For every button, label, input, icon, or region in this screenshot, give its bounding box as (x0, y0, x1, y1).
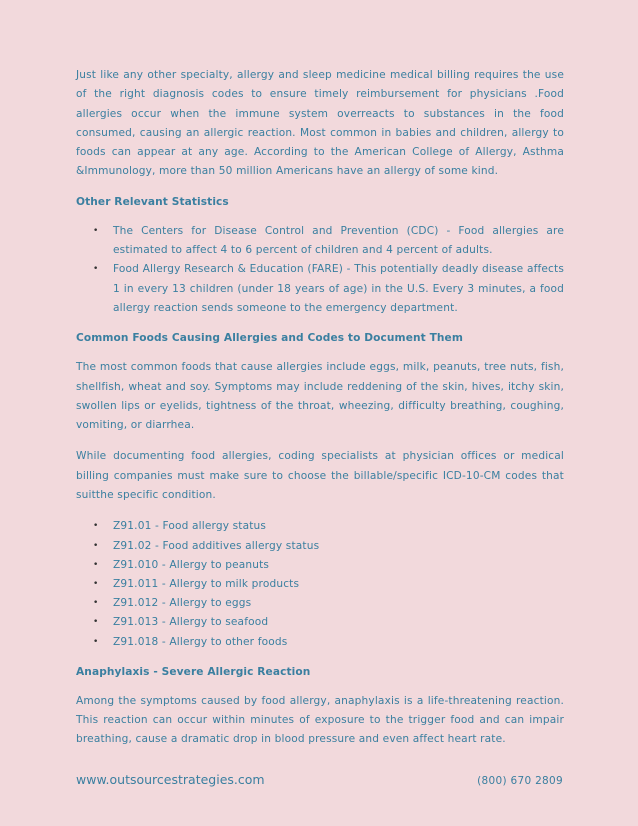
bullet-icon: • (93, 617, 99, 628)
foods-paragraph: The most common foods that cause allergies include eggs, milk, peanuts, tree nuts, fish, shellfish, wheat and soy. Symptoms may include reddening of the skin, hives, itchy skin, swollen lips or eyelids, tightness of the throat, wheezing, difficulty breathing, coughing, vomiting, or diarrhea. (76, 361, 564, 432)
list-item: • Z91.013 - Allergy to seafood (76, 613, 564, 632)
bullet-icon: • (93, 559, 99, 570)
document-body (76, 66, 564, 750)
list-item: • Z91.02 - Food additives allergy status (76, 537, 564, 556)
coding-paragraph: While documenting food allergies, coding specialists at physician offices or medical billing companies must make sure to choose the billable/specific ICD-10-CM codes that suitthe specific condition. (76, 450, 564, 502)
page-footer (76, 772, 563, 787)
anaphylaxis-paragraph: Among the symptoms caused by food allergy, anaphylaxis is a life-threatening reaction. This reaction can occur within minutes of exposure to the trigger food and can impair breathing, cause a dramatic drop in blood pressure and even affect heart rate. (76, 694, 564, 746)
list-item: • Z91.012 - Allergy to eggs (76, 594, 564, 613)
intro-paragraph: Just like any other specialty, allergy and sleep medicine medical billing requires the use of the right diagnosis codes to ensure timely reimbursement for physicians .Food allergies occur when the immune system overreacts to substances in the food consumed, causing an allergic reaction. Most common in babies and children, allergy to foods can appear at any age. According to the American College of Allergy, Asthma &Immunology, more than 50 million Americans have an allergy of some kind. (76, 69, 564, 178)
bullet-icon: • (93, 264, 99, 275)
list-item: • Z91.010 - Allergy to peanuts (76, 556, 564, 575)
stats-list (76, 222, 564, 318)
foods-heading: Common Foods Causing Allergies and Codes to Document Them (76, 332, 463, 345)
stats-heading: Other Relevant Statistics (76, 195, 229, 208)
anaphylaxis-heading: Anaphylaxis - Severe Allergic Reaction (76, 665, 311, 678)
bullet-icon: • (93, 636, 99, 647)
list-item: • Food Allergy Research & Education (FARE) - This potentially deadly disease affects 1 in every 13 children (under 18 years of age) in the U.S. Every 3 minutes, a food allergy reaction sends someone to the emergency department. (76, 260, 564, 318)
bullet-icon: • (93, 225, 99, 236)
list-item: • The Centers for Disease Control and Prevention (CDC) - Food allergies are estimated to affect 4 to 6 percent of children and 4 percent of adults. (76, 222, 564, 261)
bullet-icon: • (93, 578, 99, 589)
list-item: • Z91.01 - Food allergy status (76, 517, 564, 536)
bullet-icon: • (93, 521, 99, 532)
website-link[interactable]: www.outsourcestrategies.com (76, 772, 265, 787)
phone-number: (800) 670 2809 (477, 775, 563, 787)
codes-list (76, 517, 564, 651)
list-item: • Z91.011 - Allergy to milk products (76, 575, 564, 594)
bullet-icon: • (93, 540, 99, 551)
bullet-icon: • (93, 598, 99, 609)
list-item: • Z91.018 - Allergy to other foods (76, 633, 564, 652)
